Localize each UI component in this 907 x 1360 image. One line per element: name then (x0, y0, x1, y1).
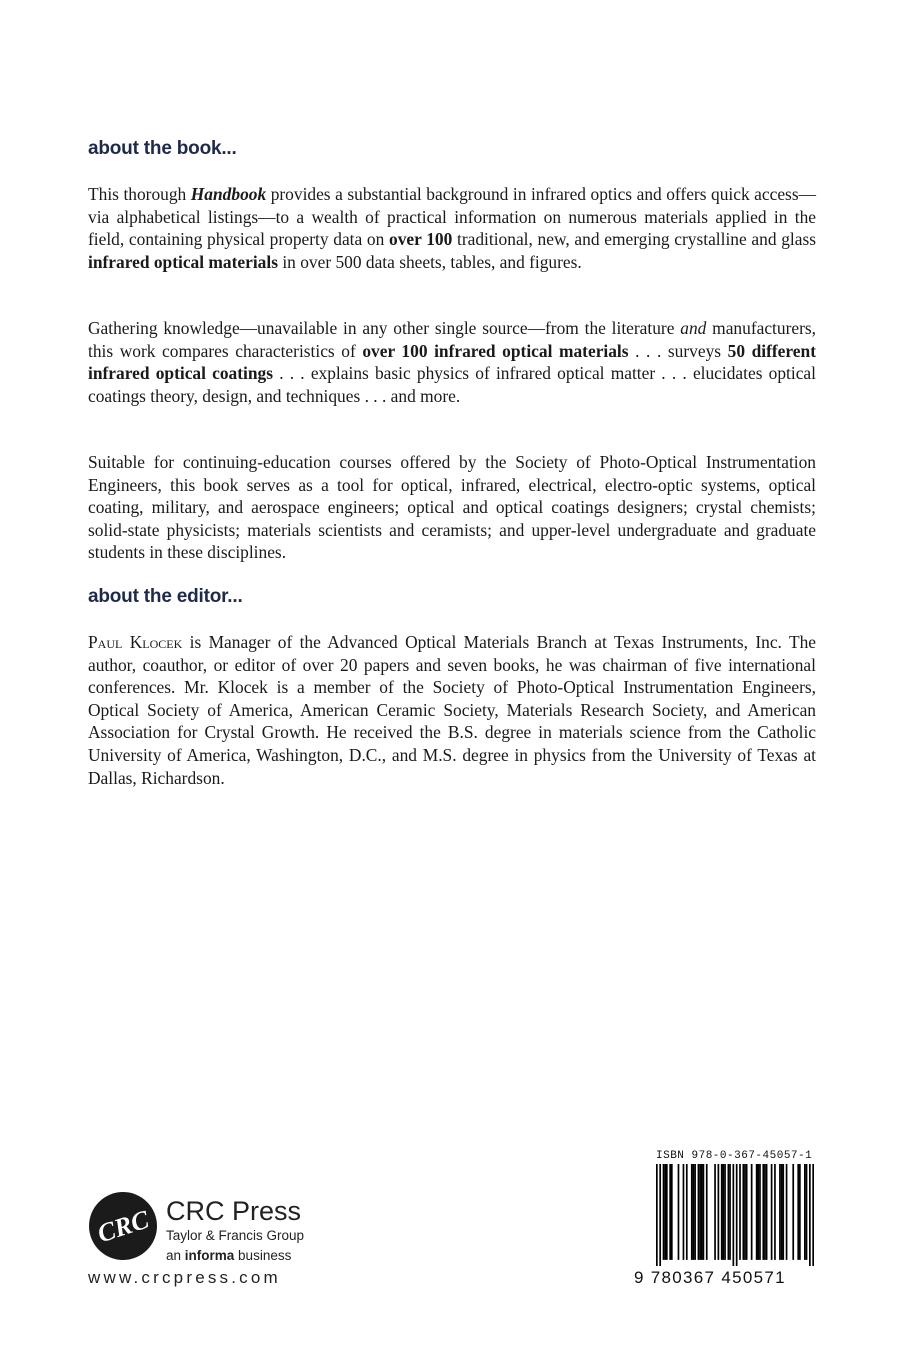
crc-logo-text: CRC (93, 1204, 153, 1249)
barcode-bar (766, 1164, 768, 1260)
informa-bold: informa (184, 1248, 235, 1263)
barcode-bar (701, 1164, 703, 1260)
barcode-bar (757, 1164, 759, 1260)
barcode-bar (781, 1164, 783, 1260)
barcode-bar (786, 1164, 788, 1260)
isbn-label: ISBN 978-0-367-45057-1 (656, 1150, 813, 1162)
barcode-bar (671, 1164, 673, 1260)
barcode-bar (792, 1164, 794, 1260)
text-run: Handbook (190, 184, 267, 204)
barcode-bar (721, 1164, 723, 1260)
text-run: traditional, new, and emerging crystalline and glass (452, 229, 816, 250)
barcode-bar (751, 1164, 753, 1260)
barcode-bar (693, 1164, 695, 1260)
isbn-barcode (656, 1164, 814, 1266)
barcode-bar (723, 1164, 725, 1260)
barcode-bar (694, 1164, 696, 1260)
barcode-bar (686, 1164, 688, 1260)
text-run: Gathering knowledge—unavailable in any other single source—from the literature (88, 318, 681, 338)
barcode-bar (699, 1164, 701, 1260)
barcode-bar (764, 1164, 766, 1260)
text-run: over 100 infrared optical materials (362, 340, 629, 361)
text-run: over 100 (389, 229, 453, 250)
text-run: This thorough (88, 184, 191, 204)
about-editor-heading: about the editor... (88, 586, 243, 607)
text-run: Paul Klocek (88, 632, 183, 652)
barcode-bar (736, 1164, 738, 1266)
barcode-bar (683, 1164, 685, 1260)
text-run: infrared optical materials (88, 251, 278, 272)
barcode-bar (797, 1164, 799, 1260)
about-book-heading: about the book... (88, 138, 237, 159)
barcode-bar (691, 1164, 693, 1260)
text-run: and (680, 318, 707, 338)
barcode-bar (746, 1164, 748, 1260)
barcode-bar (759, 1164, 761, 1260)
barcode-bar (714, 1164, 716, 1260)
text-run: . . . explains basic physics of infrared optical matter . . . elucidates optical coatings theory, design, and techniques . . . and more. (88, 363, 816, 406)
barcode-bar (659, 1164, 661, 1266)
barcode-bar (666, 1164, 668, 1260)
barcode-bar (678, 1164, 680, 1260)
barcode-bar (771, 1164, 773, 1260)
text-run: in over 500 data sheets, tables, and figures. (277, 251, 582, 272)
barcode-bar (724, 1164, 726, 1260)
informa-suffix: business (234, 1248, 292, 1263)
barcode-bar (718, 1164, 720, 1260)
text-run: 50 different infrared optical coatings (88, 340, 816, 384)
text-run: Suitable for continuing-education courses offered by the Society of Photo-Optical Instrumentation Engineers, this book serves as a tool for optical, infrared, electrical, electro-optic systems, optical coating, military, and aerospace engineers; optical and optical coatings designers; crystal chemists; solid-state physicists; materials scientists and ceramists; and upper-level undergraduate and graduate students in these disciplines. (88, 452, 816, 563)
barcode-bar (742, 1164, 744, 1260)
barcode-bar (806, 1164, 808, 1260)
barcode-bar (733, 1164, 735, 1266)
publisher-informa-line (166, 1248, 291, 1263)
barcode-bar (774, 1164, 776, 1260)
about-book-paragraph-2 (88, 317, 816, 407)
publisher-name: CRC Press (166, 1196, 302, 1226)
barcode-bar (756, 1164, 758, 1260)
barcode-bar (728, 1164, 730, 1260)
barcode-bar (762, 1164, 764, 1260)
informa-prefix: an (166, 1248, 185, 1263)
barcode-bar (804, 1164, 806, 1260)
barcode-bar (779, 1164, 781, 1260)
publisher-group: Taylor & Francis Group (166, 1228, 305, 1243)
barcode-bar (739, 1164, 741, 1260)
text-run: . . . surveys (628, 340, 728, 361)
crc-press-logo (88, 1191, 158, 1261)
barcode-digits: 9 780367 450571 (634, 1268, 786, 1287)
barcode-bar (812, 1164, 814, 1266)
barcode-bar (703, 1164, 705, 1260)
barcode-bar (744, 1164, 746, 1260)
barcode-bar (799, 1164, 801, 1260)
barcode-bar (809, 1164, 811, 1266)
barcode-bar (656, 1164, 658, 1266)
barcode-bar (664, 1164, 666, 1260)
about-book-paragraph-1 (88, 183, 816, 273)
barcode-bar (782, 1164, 784, 1260)
text-run: manufacturers, this work compares characteristics of (88, 318, 816, 361)
barcode-bar (729, 1164, 731, 1260)
about-editor-paragraph (88, 631, 816, 789)
about-book-paragraph-3 (88, 451, 816, 564)
barcode-bar (706, 1164, 708, 1260)
text-run: is Manager of the Advanced Optical Materials Branch at Texas Instruments, Inc. The author, coauthor, or editor of over 20 papers and seven books, he was chairman of five international conferences. Mr. Klocek is a member of the Society of Photo-Optical Instrumentation Engineers, Optical Society of America, American Ceramic Society, Materials Research Society, and American Association for Crystal Growth. He received the B.S. degree in materials science from the Catholic University of America, Washington, D.C., and M.S. degree in physics from the University of Texas at Dallas, Richardson. (88, 632, 816, 788)
barcode-bar (669, 1164, 671, 1260)
text-run: provides a substantial background in infrared optics and offers quick access—via alphabetical listings—to a wealth of practical information on numerous materials applied in the field, containing physical property data on (88, 184, 816, 250)
barcode-bar (663, 1164, 665, 1260)
publisher-url: www.crcpress.com (88, 1268, 281, 1287)
barcode-bar (698, 1164, 700, 1260)
